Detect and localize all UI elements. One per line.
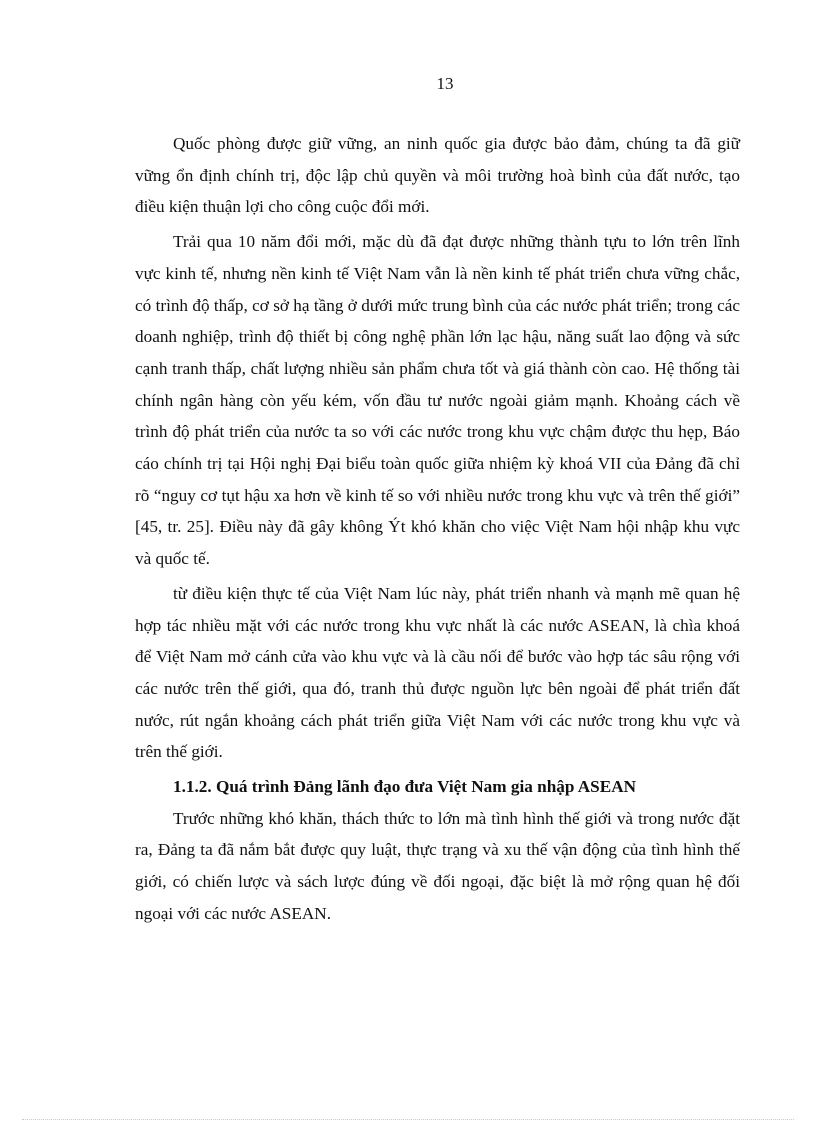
page-number: 13 xyxy=(436,74,454,93)
section-heading: 1.1.2. Quá trình Đảng lãnh đạo đưa Việt Nam gia nhập ASEAN xyxy=(173,777,637,797)
paragraph-1: Quốc phòng được giữ vững, an ninh quốc gia được bảo đảm, chúng ta đã giữ vững ổn định chính trị, độc lập chủ quyền và môi trường hoà bình của đất nước, tạo điều kiện thuận lợi cho công cuộc đổi mới. xyxy=(135,134,740,217)
paragraph-2: Trải qua 10 năm đổi mới, mặc dù đã đạt được những thành tựu to lớn trên lĩnh vực kinh tế, nhưng nền kinh tế Việt Nam vẫn là nền kinh tế phát triển chưa vững chắc, có trình độ thấp, cơ sở hạ tầng ở dưới mức trung bình của các nước phát triển; trong các doanh nghiệp, trình độ thiết bị công nghệ phần lớn lạc hậu, năng suất lao động và sức cạnh tranh thấp, chất lượng nhiều sản phẩm chưa tốt và giá thành còn cao. Hệ thống tài chính ngân hàng còn yếu kém, vốn đầu tư nước ngoài giảm mạnh. Khoảng cách về trình độ phát triển của nước ta so với các nước trong khu vực chậm được thu hẹp, Báo cáo chính trị tại Hội nghị Đại biểu toàn quốc giữa nhiệm kỳ khoá VII của Đảng đã chỉ rõ “nguy cơ tụt hậu xa hơn về kinh tế so với nhiều nước trong khu vực và trên thế giới” [45, tr. 25]. Điều này đã gây không Ýt khó khăn cho việc Việt Nam hội nhập khu vực và quốc tế. xyxy=(135,232,740,569)
paragraph-3: từ điều kiện thực tế của Việt Nam lúc này, phát triển nhanh và mạnh mẽ quan hệ hợp tác nhiều mặt với các nước trong khu vực nhất là các nước ASEAN, là chìa khoá để Việt Nam mở cánh cửa vào khu vực và là cầu nối để bước vào hợp tác sâu rộng với các nước trên thế giới, qua đó, tranh thủ được nguồn lực bên ngoài để phát triển đất nước, rút ngắn khoảng cách phát triển giữa Việt Nam với các nước trong khu vực và trên thế giới. xyxy=(135,583,740,762)
section-paragraph-1: Trước những khó khăn, thách thức to lớn mà tình hình thế giới và trong nước đặt ra, Đảng ta đã nắm bắt được quy luật, thực trạng và xu thế vận động của tình hình thế giới, có chiến lược và sách lược đúng về đối ngoại, đặc biệt là mở rộng quan hệ đối ngoại với các nước ASEAN. xyxy=(135,808,740,923)
page-bottom-rule xyxy=(22,1119,794,1120)
document-body xyxy=(135,128,740,933)
